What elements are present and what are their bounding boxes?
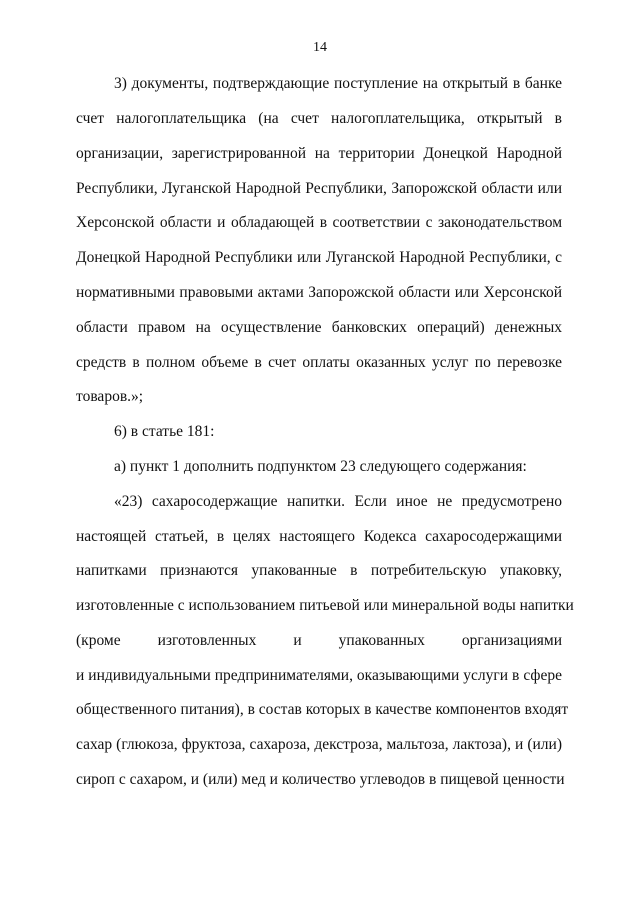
- text-line-10: товаров.»;: [76, 388, 144, 405]
- text-line-3: организации, зарегистрированной на территории Донецкой Народной: [76, 145, 562, 162]
- text-line-12: а) пункт 1 дополнить подпунктом 23 следующего содержания:: [114, 458, 527, 475]
- text-line-7: нормативными правовыми актами Запорожской области или Херсонской: [76, 284, 562, 301]
- text-line-20: сахар (глюкоза, фруктоза, сахароза, декстроза, мальтоза, лактоза), и (или): [76, 736, 562, 753]
- text-line-2: счет налогоплательщика (на счет налогоплательщика, открытый в: [76, 110, 562, 127]
- text-line-14: настоящей статьей, в целях настоящего Кодекса сахаросодержащими: [76, 528, 562, 545]
- text-line-9: средств в полном объеме в счет оплаты оказанных услуг по перевозке: [76, 354, 562, 371]
- page-number: 14: [313, 40, 327, 55]
- text-line-13: «23) сахаросодержащие напитки. Если иное не предусмотрено: [114, 493, 562, 510]
- text-line-18: и индивидуальными предпринимателями, оказывающими услуги в сфере: [76, 667, 562, 684]
- text-line-21: сироп с сахаром, и (или) мед и количество углеводов в пищевой ценности: [76, 771, 565, 788]
- text-line-5: Херсонской области и обладающей в соответствии с законодательством: [76, 214, 562, 231]
- text-line-6: Донецкой Народной Республики или Луганской Народной Республики, с: [76, 249, 562, 266]
- text-line-8: области правом на осуществление банковских операций) денежных: [76, 319, 562, 336]
- text-line-15: напитками признаются упакованные в потребительскую упаковку,: [76, 562, 562, 579]
- text-line-11: 6) в статье 181:: [114, 423, 215, 440]
- text-line-17: (кроме изготовленных и упакованных организациями: [76, 632, 562, 649]
- text-line-4: Республики, Луганской Народной Республики, Запорожской области или: [76, 180, 562, 197]
- text-line-1: 3) документы, подтверждающие поступление на открытый в банке: [114, 75, 562, 92]
- text-line-19: общественного питания), в состав которых в качестве компонентов входят: [76, 701, 569, 718]
- text-line-16: изготовленные с использованием питьевой или минеральной воды напитки: [76, 597, 574, 614]
